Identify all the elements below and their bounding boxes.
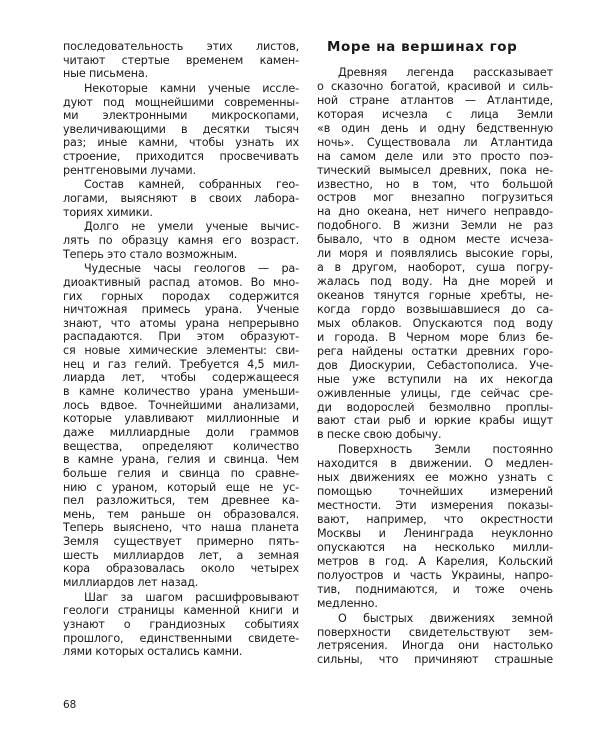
text-line: Шаг за шагом расшифровывают: [84, 590, 299, 604]
text-line: в песке свою добычу.: [317, 428, 442, 442]
text-line: пел разложиться, тем древнее ка-: [63, 494, 299, 508]
text-line: рега найдены остатки древних горо-: [317, 344, 553, 358]
text-line: остров мог внезапно погрузиться: [317, 191, 553, 205]
text-line: прошлого, единственными свидете-: [63, 631, 299, 645]
text-line: миллиардов лет назад.: [63, 575, 199, 589]
text-line: оживленные улицы, где сейчас сре-: [317, 386, 553, 400]
paragraph: [317, 66, 553, 442]
text-line: опускаются на несколько милли-: [317, 540, 553, 554]
text-line: известно, но в том, что большой: [317, 177, 553, 191]
left-column: [63, 40, 299, 660]
text-line: на самом деле или это просто поэ-: [317, 149, 553, 163]
text-line: геологи страницы каменной книги и: [63, 604, 299, 618]
text-line: жалась под воду. На дне морей и: [317, 275, 553, 289]
paragraph: [317, 612, 553, 668]
text-line: дуют под мощнейшими современны-: [63, 95, 299, 109]
text-line: ди водорослей безмолвно проплы-: [317, 400, 553, 414]
text-line: Долго не умели ученые вычис-: [84, 220, 299, 234]
text-line: ные письмена.: [63, 67, 149, 81]
text-line: Теперь это стало возможным.: [63, 247, 238, 261]
text-line: Древняя легенда рассказывает: [338, 66, 553, 79]
text-line: мень, тем раньше он образовался.: [63, 507, 299, 521]
paragraph: [63, 40, 299, 81]
text-line: последовательность этих листов,: [63, 40, 299, 53]
text-line: на дно океана, нет ничего неправдо-: [317, 205, 553, 219]
text-line: шесть миллиардов лет, а земная: [63, 548, 299, 562]
text-line: полуостров и часть Украины, напро-: [317, 568, 553, 582]
text-line: сильны, что причиняют страшные: [317, 653, 553, 667]
text-line: вают, например, что окрестности: [317, 513, 553, 526]
text-line: мых облаков. Опускаются под воду: [317, 316, 553, 330]
text-line: логами, выясняют в своих лабора-: [63, 192, 299, 206]
text-line: в камне количество урана уменьши-: [63, 385, 299, 399]
text-line: в камне урана, гелия и свинца. Чем: [63, 453, 299, 467]
text-line: лями которых остались камни.: [63, 645, 243, 659]
text-line: Земля существует примерно пять-: [63, 535, 299, 549]
text-line: когда гордо возвышавшиеся до са-: [317, 302, 553, 316]
text-line: знают, что атомы урана непрерывно: [63, 316, 299, 330]
text-line: О быстрых движениях земной: [338, 611, 553, 625]
text-line: раз; иные камни, чтобы узнать их: [63, 136, 299, 150]
text-line: кора образовалась около четырех: [63, 562, 299, 576]
text-line: бывало, что в одном месте исчеза-: [317, 233, 553, 247]
text-line: лять по образцу камня его возраст.: [63, 233, 299, 247]
text-line: ночь». Существовала ли Атлантида: [317, 135, 553, 149]
text-line: лось вдвое. Точнейшими анализами,: [63, 398, 299, 412]
text-line: местности. Эти измерения показы-: [317, 499, 553, 513]
text-line: вещества, определяют количество: [63, 439, 299, 453]
text-line: Некоторые камни ученые иссле-: [84, 81, 299, 95]
paragraph: [63, 262, 299, 589]
text-line: Поверхность Земли постоянно: [338, 443, 553, 457]
paragraph: [317, 443, 553, 610]
text-line: Состав камней, собранных гео-: [84, 178, 299, 192]
text-line: поверхности свидетельствуют зем-: [317, 625, 553, 639]
text-line: строение, приходится просвечивать: [63, 150, 299, 164]
text-line: ничтожная примесь урана. Ученые: [63, 303, 299, 317]
text-line: Чудесные часы геологов — ра-: [84, 262, 299, 276]
text-line: находится в движении. О медлен-: [317, 457, 553, 471]
text-line: больше гелия и свинца по сравне-: [63, 466, 299, 480]
text-line: ли моря и появлялись высокие горы,: [317, 247, 553, 261]
paragraph: [63, 591, 299, 659]
text-line: тив, поднимаются, и тоже очень: [317, 582, 553, 596]
text-line: о сказочно богатой, красивой и силь-: [317, 79, 553, 93]
paragraph: [63, 82, 299, 177]
page-number: 68: [63, 699, 77, 711]
text-line: рентгеновыми лучами.: [63, 163, 196, 177]
text-line: вают стаи рыб и юркие крабы ищут: [317, 414, 553, 428]
section-title: Море на вершинах гор: [327, 39, 518, 55]
text-line: и города. В Черном море близ бе-: [317, 330, 553, 344]
text-line: ми электронными микроскопами,: [63, 109, 299, 123]
text-line: подобного. В жизни Земли не раз: [317, 219, 553, 233]
text-line: летрясения. Иногда они настолько: [317, 639, 553, 653]
text-line: диоактивный распад атомов. Во мно-: [63, 275, 299, 289]
text-line: нию с ураном, который еще не ус-: [63, 480, 299, 494]
text-line: читают стертые временем камен-: [63, 53, 299, 67]
text-line: медленно.: [317, 596, 378, 610]
text-line: Москвы и Ленинграда неуклонно: [317, 526, 553, 540]
text-line: которые улавливают миллионные и: [63, 412, 299, 426]
paragraph: [63, 220, 299, 261]
text-line: Теперь выяснено, что наша планета: [63, 521, 299, 535]
text-line: ся новые химические элементы: сви-: [63, 344, 299, 358]
text-line: ных движениях ее можно узнать с: [317, 471, 553, 485]
right-column: [317, 39, 553, 668]
text-line: океанов тянутся горные хребты, не-: [317, 289, 553, 302]
text-line: ной стране атлантов — Атлантиде,: [317, 93, 553, 107]
text-line: гих горных породах содержится: [63, 289, 299, 303]
text-line: лиарда лет, чтобы содержащееся: [63, 371, 299, 385]
text-line: метров в год. А Карелия, Кольский: [317, 554, 553, 568]
paragraph: [63, 178, 299, 219]
text-line: даже миллиардные доли граммов: [63, 425, 299, 439]
text-line: тический вымысел древних, пока не-: [317, 163, 553, 177]
text-line: ториях химики.: [63, 205, 153, 219]
text-line: нец и газ гелий. Требуется 4,5 мил-: [63, 357, 299, 371]
text-line: «в один день и одну бедственную: [317, 121, 553, 135]
text-line: помощью точнейших измерений: [317, 485, 553, 499]
text-line: а в другом, наоборот, суша погру-: [317, 261, 553, 275]
text-line: распадаются. При этом образуют-: [63, 330, 299, 344]
text-line: которая исчезла с лица Земли: [317, 107, 553, 121]
text-line: увеличивающими в десятки тысяч: [63, 122, 299, 136]
text-line: дов Диоскурии, Себастополиса. Уче-: [317, 358, 553, 372]
text-line: ные уже вступили на их некогда: [317, 372, 553, 386]
text-line: узнают о грандиозных событиях: [63, 617, 299, 631]
